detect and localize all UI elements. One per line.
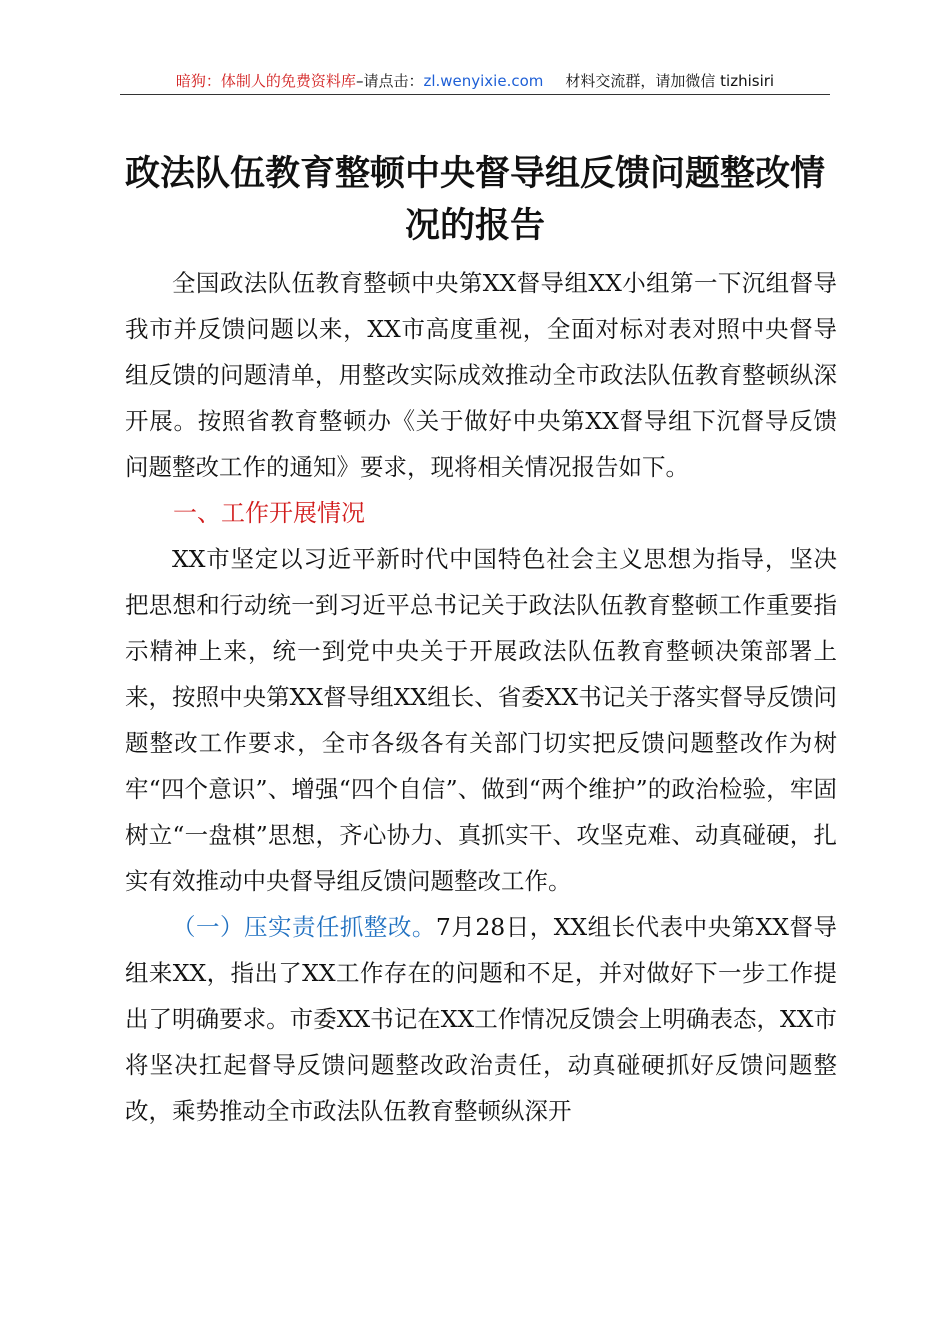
document-title (110, 148, 840, 252)
header-brand: 暗狗：体制人的免费资料库 (175, 72, 356, 90)
document-body (125, 260, 837, 1134)
header-contact: 材料交流群，请加微信 tizhisiri (565, 72, 775, 90)
header-url-link[interactable]: zl.wenyixie.com (423, 72, 544, 90)
header-click-prefix: –请点击： (355, 72, 424, 90)
subsection-1-text: 7月28日，XX组长代表中央第XX督导组来XX，指出了XX工作存在的问题和不足，并对做好下一步工作提出了明确要求。市委XX书记在XX工作情况反馈会上明确表态，XX市将坚决扛起督导反馈问题整改政治责任，动真碰硬抓好反馈问题整改，乘势推动全市政法队伍教育整顿纵深开 (125, 913, 838, 1125)
title-line-2: 况的报告 (404, 205, 545, 246)
subsection-1-paragraph (125, 904, 837, 1134)
subsection-1-heading: （一）压实责任抓整改。 (172, 913, 436, 941)
title-line-1: 政法队伍教育整顿中央督导组反馈问题整改情 (124, 153, 825, 194)
intro-paragraph: 全国政法队伍教育整顿中央第XX督导组XX小组第一下沉组督导我市并反馈问题以来，XX市高度重视，全面对标对表对照中央督导组反馈的问题清单，用整改实际成效推动全市政法队伍教育整顿纵深开展。按照省教育整顿办《关于做好中央第XX督导组下沉督导反馈问题整改工作的通知》要求，现将相关情况报告如下。 (125, 269, 837, 481)
page-header (120, 68, 830, 95)
section-1-paragraph: XX市坚定以习近平新时代中国特色社会主义思想为指导，坚决把思想和行动统一到习近平总书记关于政法队伍教育整顿工作重要指示精神上来，统一到党中央关于开展政法队伍教育整顿决策部署上来，按照中央第XX督导组XX组长、省委XX书记关于落实督导反馈问题整改工作要求，全市各级各有关部门切实把反馈问题整改作为树牢“四个意识”、增强“四个自信”、做到“两个维护”的政治检验，牢固树立“一盘棋”思想，齐心协力、真抓实干、攻坚克难、动真碰硬，扎实有效推动中央督导组反馈问题整改工作。 (125, 545, 837, 895)
section-heading-1: 一、工作开展情况 (173, 499, 365, 527)
